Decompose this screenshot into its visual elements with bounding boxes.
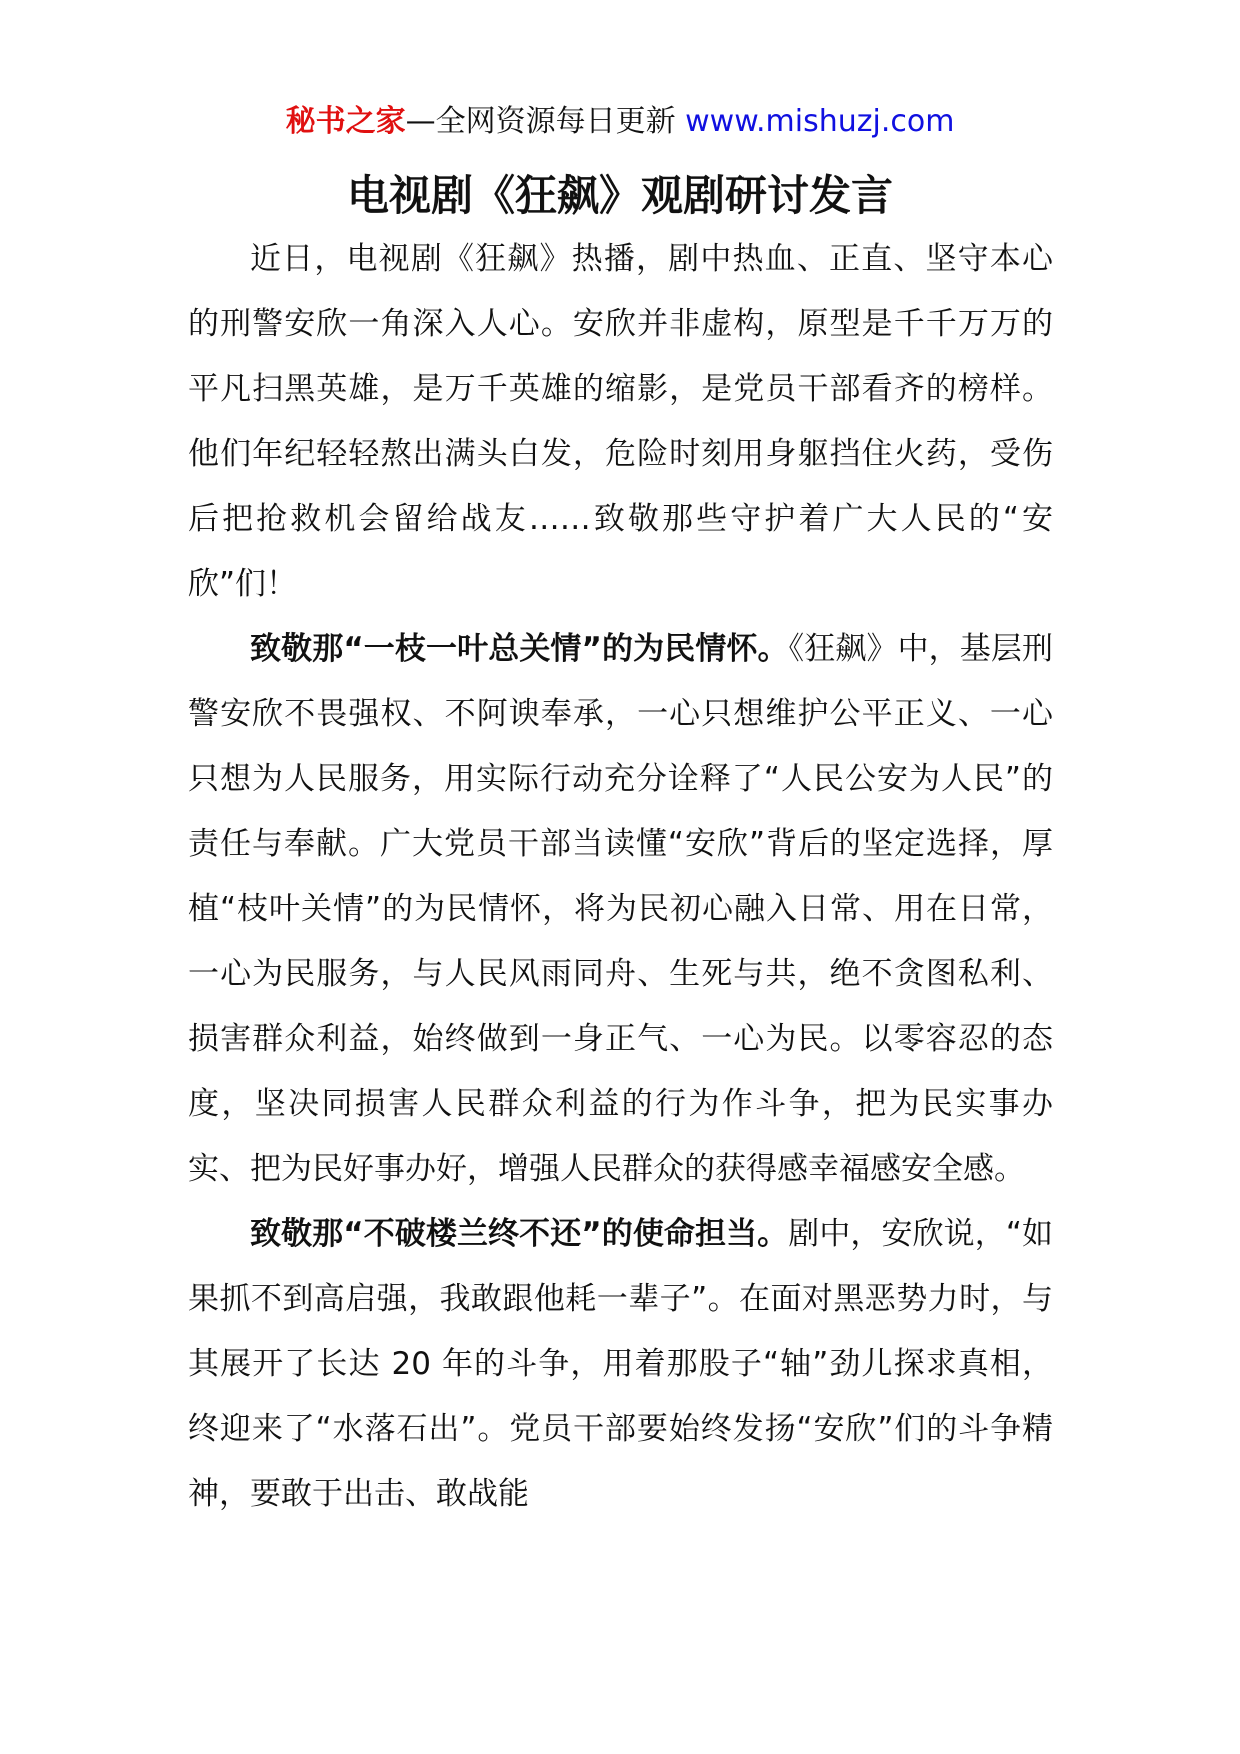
paragraph-lead: 致敬那“不破楼兰终不还”的使命担当。 (250, 1216, 789, 1252)
site-brand: 秘书之家 (285, 104, 406, 139)
document-body (188, 227, 1053, 1527)
site-url-link[interactable]: www.mishuzj.com (685, 104, 955, 139)
document-title: 电视剧《狂飙》观剧研讨发言 (346, 171, 893, 220)
paragraph-text: 《狂飙》中，基层刑警安欣不畏强权、不阿谀奉承，一心只想维护公平正义、一心只想为人民服务，用实际行动充分诠释了“人民公安为人民”的责任与奉献。广大党员干部当读懂“安欣”背后的坚定选择，厚植“枝叶关情”的为民情怀，将为民初心融入日常、用在日常，一心为民服务，与人民风雨同舟、生死与共，绝不贪图私利、损害群众利益，始终做到一身正气、一心为民。以零容忍的态度，坚决同损害人民群众利益的行为作斗争，把为民实事办实、把为民好事办好，增强人民群众的获得感幸福感安全感。 (188, 631, 1054, 1187)
paragraph-text: 剧中，安欣说，“如果抓不到高启强，我敢跟他耗一辈子”。在面对黑恶势力时，与其展开了长达 20 年的斗争，用着那股子“轴”劲儿探求真相，终迎来了“水落石出”。党员干部要始终发扬“安欣”们的斗争精神，要敢于出击、敢战能 (188, 1216, 1053, 1512)
site-tagline: —全网资源每日更新 (405, 104, 686, 139)
paragraph-people-first (188, 617, 1053, 1202)
site-header (0, 102, 1240, 142)
paragraph-text: 近日，电视剧《狂飙》热播，剧中热血、正直、坚守本心的刑警安欣一角深入人心。安欣并非虚构，原型是千千万万的平凡扫黑英雄，是万千英雄的缩影，是党员干部看齐的榜样。他们年纪轻轻熬出满头白发，危险时刻用身躯挡住火药，受伤后把抢救机会留给战友……致敬那些守护着广大人民的“安欣”们！ (188, 241, 1053, 602)
paragraph-intro (188, 227, 1053, 617)
paragraph-mission (188, 1202, 1053, 1527)
paragraph-lead: 致敬那“一枝一叶总关情”的为民情怀。 (250, 631, 789, 667)
